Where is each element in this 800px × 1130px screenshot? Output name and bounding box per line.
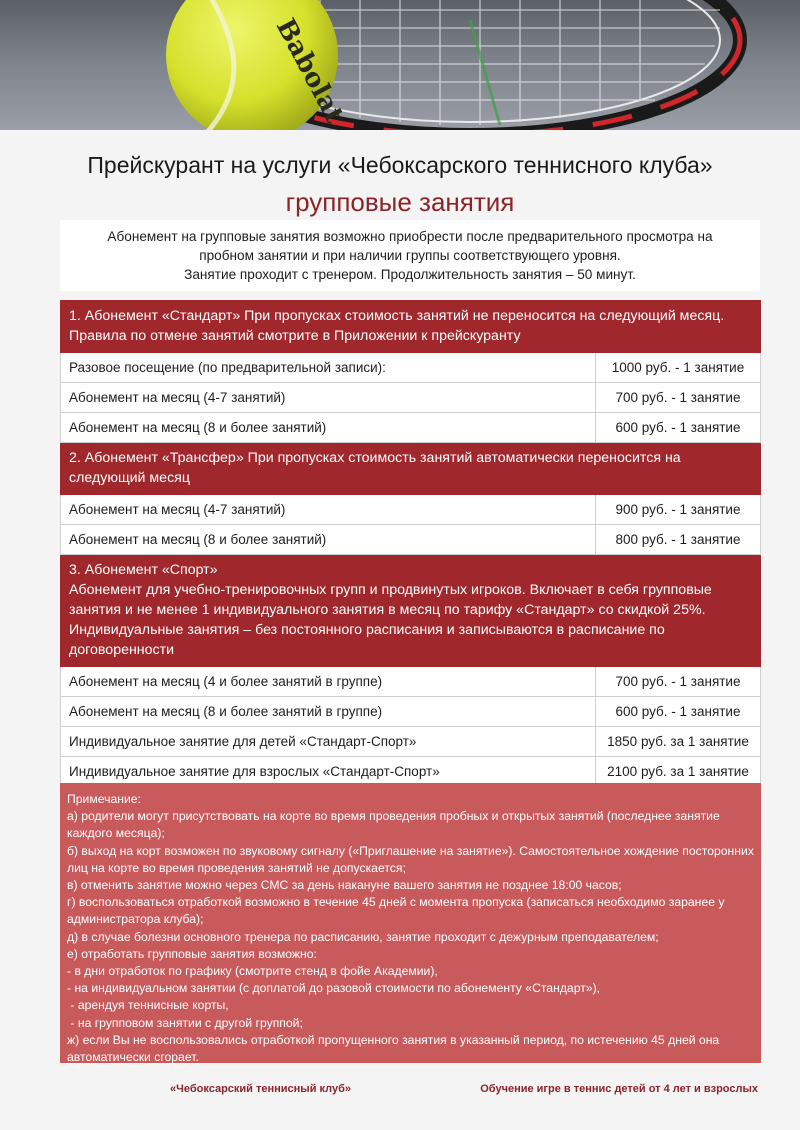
section-header-title: 3. Абонемент «Спорт»: [69, 562, 218, 578]
service-label: Индивидуальное занятие для взрослых «Стандарт-Спорт»: [61, 757, 596, 787]
note-line: ж) если Вы не воспользовались отработкой пропущенного занятия в указанный период, по истечению 45 дней она автоматически сгорает.: [67, 1032, 723, 1065]
intro-text-box: [60, 220, 760, 291]
service-label: Индивидуальное занятие для детей «Стандарт-Спорт»: [61, 727, 596, 757]
section-header-block: [61, 555, 761, 667]
notes-title: Примечание:: [67, 792, 141, 806]
table-row: [61, 413, 761, 443]
service-label: Абонемент на месяц (4-7 занятий): [61, 495, 596, 525]
section-header-transfer: [61, 443, 761, 495]
note-line: д) в случае болезни основного тренера по расписанию, занятие проходит с дежурным преподавателем;: [67, 929, 659, 944]
section-header-text: 1. Абонемент «Стандарт» При пропусках стоимость занятий не переносится на следующий месяц. Правила по отмене занятий смотрите в Приложении к прейскуранту: [61, 301, 761, 353]
table-row: [61, 727, 761, 757]
notes-box: [60, 783, 761, 1063]
table-row: [61, 353, 761, 383]
footer-club-name: «Чебоксарский теннисный клуб»: [170, 1083, 352, 1095]
footer-tagline: Обучение игре в теннис детей от 4 лет и взрослых: [480, 1083, 758, 1095]
service-label: Абонемент на месяц (8 и более занятий): [61, 413, 596, 443]
table-row: [61, 525, 761, 555]
section-header-text: Абонемент для учебно-тренировочных групп и продвинутых игроков. Включает в себя групповые занятия и не менее 1 индивидуального занятия в месяц по тарифу «Стандарт» со скидкой 25%. Индивидуальные занятия – без постоянного расписания и записываются в расписание по договоренности: [69, 582, 712, 658]
service-price: 1850 руб. за 1 занятие: [596, 727, 761, 757]
table-row: [61, 757, 761, 787]
service-label: Абонемент на месяц (4 и более занятий в группе): [61, 667, 596, 697]
note-line: - арендуя теннисные корты,: [67, 998, 229, 1013]
service-price: 900 руб. - 1 занятие: [596, 495, 761, 525]
service-label: Абонемент на месяц (8 и более занятий в группе): [61, 697, 596, 727]
tennis-ball-racket-image: [0, 0, 800, 130]
price-table: [60, 300, 761, 787]
table-row: [61, 383, 761, 413]
table-row: [61, 667, 761, 697]
service-price: 700 руб. - 1 занятие: [596, 383, 761, 413]
intro-line: Занятие проходит с тренером. Продолжительность занятия – 50 минут.: [184, 267, 636, 282]
note-line: - на групповом занятии с другой группой;: [67, 1015, 303, 1030]
service-price: 2100 руб. за 1 занятие: [596, 757, 761, 787]
service-label: Разовое посещение (по предварительной записи):: [61, 353, 596, 383]
note-line: в) отменить занятие можно через СМС за день накануне вашего занятия не позднее 18:00 часов;: [67, 878, 622, 893]
intro-line: Абонемент на групповые занятия возможно приобрести после предварительного просмотра на: [107, 229, 713, 244]
service-label: Абонемент на месяц (4-7 занятий): [61, 383, 596, 413]
section-header-standard: [61, 301, 761, 353]
service-price: 800 руб. - 1 занятие: [596, 525, 761, 555]
table-row: [61, 495, 761, 525]
intro-line: пробном занятии и при наличии группы соответствующего уровня.: [199, 248, 621, 263]
note-line: е) отработать групповые занятия возможно:: [67, 946, 317, 961]
header-banner-image: [0, 0, 800, 130]
note-line: - на индивидуальном занятии (с доплатой до разовой стоимости по абонементу «Стандарт»),: [67, 981, 601, 996]
table-row: [61, 697, 761, 727]
note-line: а) родители могут присутствовать на корте во время проведения пробных и открытых занятий (последнее занятие каждого месяца);: [67, 809, 724, 841]
page-title: Прейскурант на услуги «Чебоксарского теннисного клуба»: [87, 152, 713, 178]
note-line: г) воспользоваться отработкой возможно в течение 45 дней с момента пропуска (записаться необходимо заранее у администратора клуба);: [67, 895, 728, 927]
service-price: 600 руб. - 1 занятие: [596, 413, 761, 443]
section-header-text: 2. Абонемент «Трансфер» При пропусках стоимость занятий автоматически переносится на следующий месяц: [61, 443, 761, 495]
note-line: - в дни отработок по графику (смотрите стенд в фойе Академии),: [67, 964, 438, 979]
service-price: 1000 руб. - 1 занятие: [596, 353, 761, 383]
service-label: Абонемент на месяц (8 и более занятий): [61, 525, 596, 555]
service-price: 700 руб. - 1 занятие: [596, 667, 761, 697]
section-header-sport: [61, 555, 761, 667]
page-subtitle: групповые занятия: [285, 187, 515, 217]
note-line: б) выход на корт возможен по звуковому сигналу («Приглашение на занятие»). Самостоятельное хождение посторонних лиц на корте во время проведения занятий не допускается;: [67, 843, 758, 875]
service-price: 600 руб. - 1 занятие: [596, 697, 761, 727]
ball-brand-text: Babolat: [269, 13, 350, 128]
